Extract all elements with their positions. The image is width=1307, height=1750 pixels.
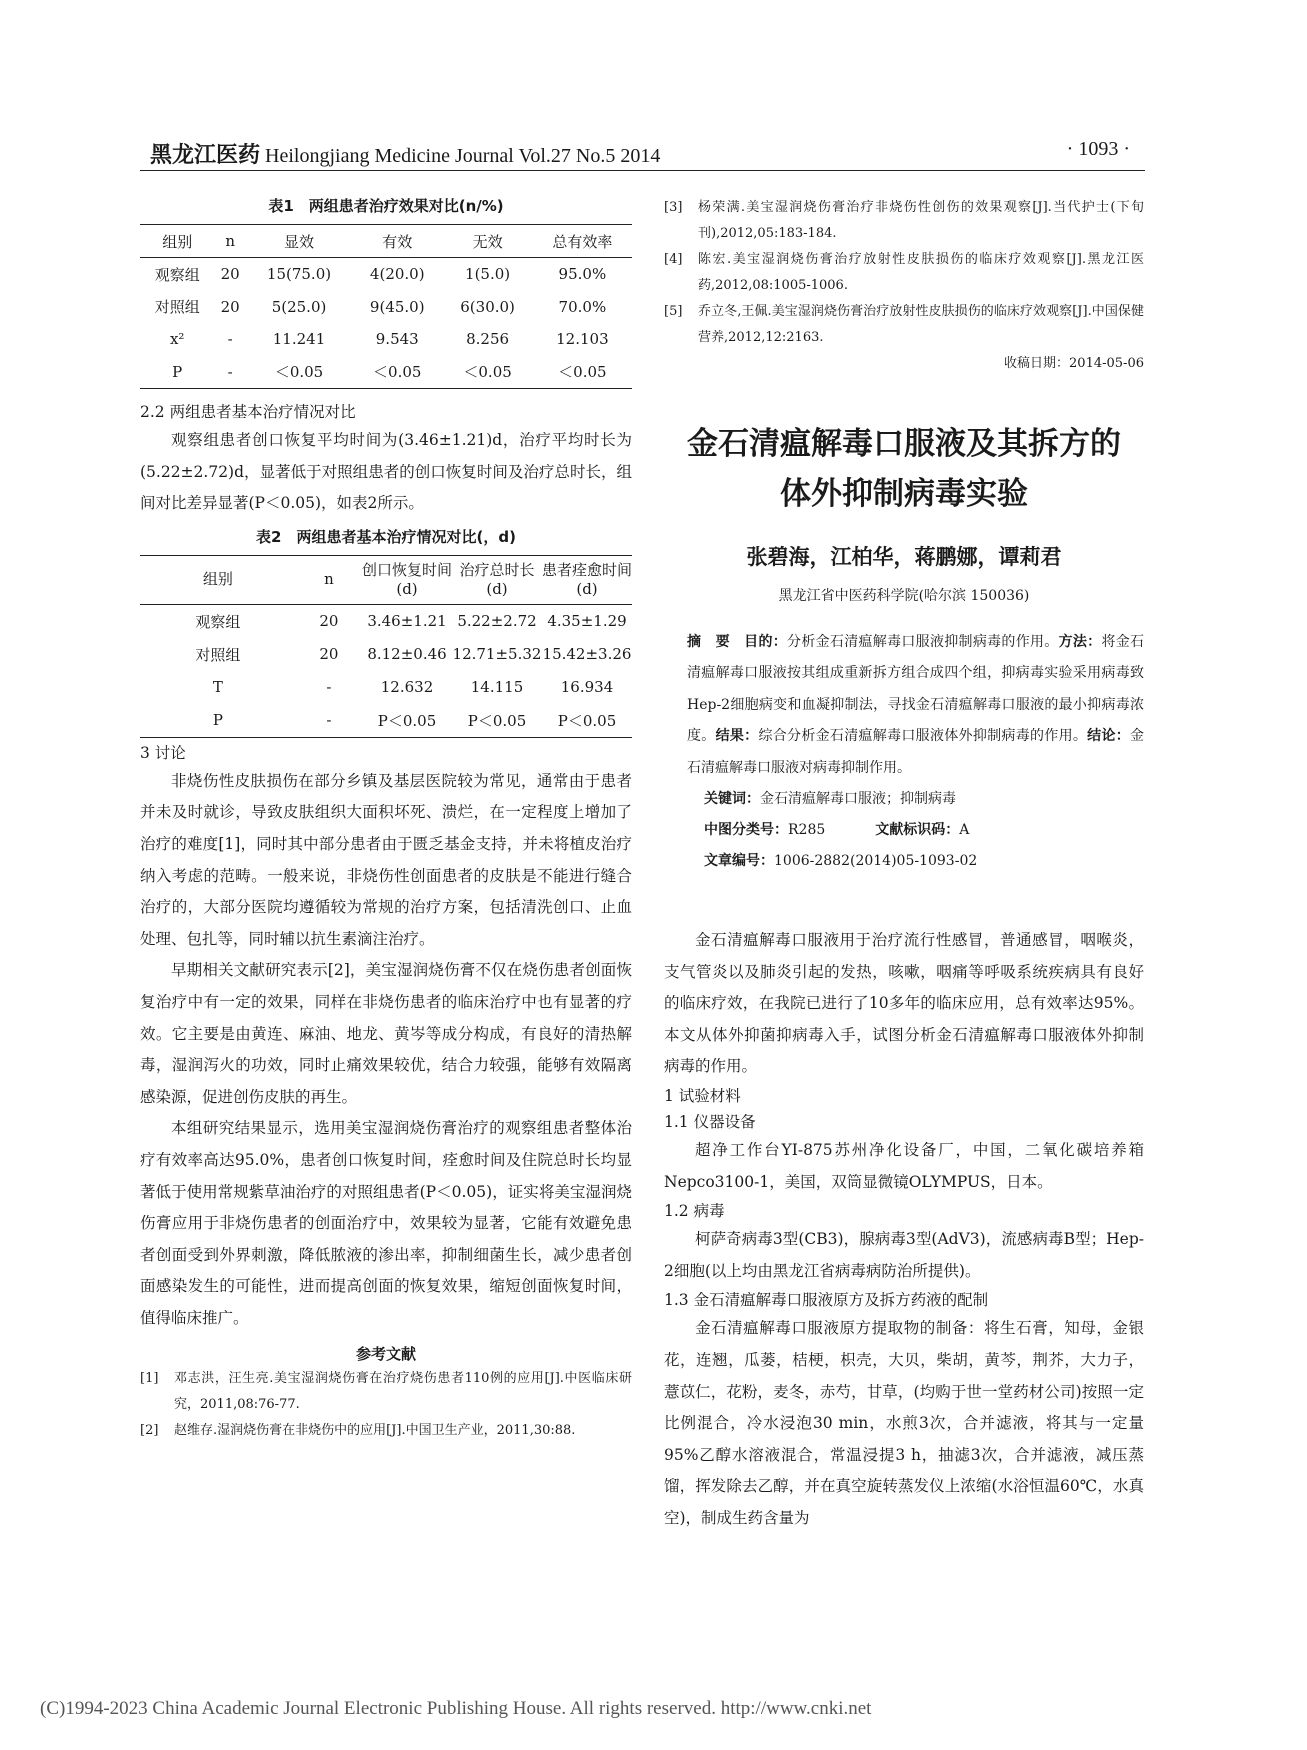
table-cell: 观察组	[154, 265, 200, 284]
right-column	[664, 195, 1144, 1535]
table-cell: 9.543	[375, 330, 419, 349]
result-text: 综合分析金石清瘟解毒口服液体外抑制病毒的作用。	[758, 728, 1088, 745]
table-header-cell: 无效	[472, 232, 503, 251]
table-cell: 对照组	[195, 645, 241, 664]
table2	[140, 555, 632, 738]
table-cell: x²	[169, 330, 185, 349]
article-title	[664, 419, 1144, 519]
table-cell: 1(5.0)	[465, 265, 511, 284]
table-cell: 9(45.0)	[369, 297, 425, 316]
table-cell: ＜0.05	[558, 363, 607, 382]
table-row	[140, 671, 632, 704]
left-column	[140, 195, 632, 1444]
clc-label: 中图分类号：	[704, 822, 788, 839]
reference-item	[140, 1418, 632, 1444]
objective-label: 目的：	[744, 634, 788, 650]
table1	[140, 224, 632, 389]
table-cell: ＜0.05	[463, 363, 512, 382]
reference-number: [2]	[140, 1423, 159, 1439]
table-cell: -	[326, 711, 332, 730]
table-header-cell: 组别	[202, 570, 233, 589]
reference-number: [3]	[664, 200, 683, 215]
section-heading-2-2: 2.2 两组患者基本治疗情况对比	[140, 403, 356, 421]
table-cell: 观察组	[195, 612, 241, 631]
table-cell: P＜0.05	[377, 711, 437, 730]
table-cell: 12.632	[380, 678, 434, 697]
doccode-value: A	[959, 822, 970, 839]
table1-title: 表1 两组患者治疗效果对比(n/%)	[268, 197, 504, 215]
paragraph: 本组研究结果显示，选用美宝湿润烧伤膏治疗的观察组患者整体治疗有效率高达95.0%，患者创口恢复时间，痊愈时间及住院总时长均显著低于使用常规紫草油治疗的对照组患者(P＜0.05)，证实将美宝湿润烧伤膏应用于非烧伤患者的创面治疗中，效果较为显著，它能有效避免患者创面受到外界刺激，降低脓液的渗出率，抑制细菌生长，减少患者创面感染发生的可能性，进而提高创面的恢复效果，缩短创面恢复时间，值得临床推广。	[140, 1119, 632, 1327]
running-header	[150, 138, 1140, 168]
table-cell: 16.934	[560, 678, 614, 697]
reference-text: 陈宏.美宝湿润烧伤膏治疗放射性皮肤损伤的临床疗效观察[J].黑龙江医药,2012,08:1005-1006.	[698, 252, 1144, 293]
abstract	[664, 627, 1144, 784]
table-cell: 6(30.0)	[460, 297, 515, 316]
reference-item	[140, 1366, 632, 1418]
table-header-cell: 患者痊愈时间(d)	[542, 560, 633, 598]
table2-title: 表2 两组患者基本治疗情况对比(，d)	[256, 527, 516, 546]
conclusion-text: 金石清瘟解毒口服液对病毒抑制作用。	[687, 728, 1145, 776]
table-cell: P	[172, 362, 183, 381]
table-header-cell: 组别	[162, 232, 193, 251]
table-header-cell: 治疗总时长(d)	[459, 560, 535, 598]
table-cell: 70.0%	[558, 297, 607, 316]
table-cell: 3.46±1.21	[367, 612, 447, 631]
table-row	[140, 638, 632, 671]
table-cell: -	[227, 362, 233, 381]
table-cell: ＜0.05	[373, 363, 422, 382]
table-header-cell: 有效	[382, 232, 413, 251]
authors: 张碧海，江柏华，蒋鹏娜，谭莉君	[746, 545, 1062, 569]
table-cell: 8.12±0.46	[367, 645, 447, 664]
method-label: 方法：	[1058, 634, 1102, 650]
article-body	[664, 925, 1144, 1535]
table-cell: 20	[319, 612, 339, 631]
table-row	[140, 356, 632, 389]
reference-number: [4]	[664, 252, 683, 267]
conclusion-label: 结论：	[1087, 728, 1131, 745]
keywords-text: 金石清瘟解毒口服液；抑制病毒	[760, 791, 956, 808]
articleno-label: 文章编号：	[704, 853, 774, 870]
reference-number: [5]	[664, 304, 683, 319]
journal-name-en: Heilongjiang Medicine Journal Vol.27 No.5 2014	[265, 145, 661, 167]
table-cell: 4(20.0)	[369, 265, 425, 284]
table-cell: 15.42±3.26	[542, 645, 632, 664]
section-heading-1-2: 1.2 病毒	[664, 1202, 725, 1221]
keywords-line	[664, 784, 1144, 815]
article-title-line: 体外抑制病毒实验	[780, 476, 1028, 512]
classification-line	[664, 815, 1144, 846]
reference-text: 乔立冬,王佩.美宝湿润烧伤膏治疗放射性皮肤损伤的临床疗效观察[J].中国保健营养,2012,12:2163.	[698, 304, 1144, 345]
section-heading-1-1: 1.1 仪器设备	[664, 1113, 756, 1131]
result-label: 结果：	[715, 728, 759, 745]
received-date: 收稿日期：2014-05-06	[1004, 356, 1144, 371]
table-cell: 14.115	[470, 678, 524, 697]
table-row	[140, 704, 632, 738]
reference-text: 赵维存.湿润烧伤膏在非烧伤中的应用[J].中国卫生产业，2011,30:88.	[174, 1423, 576, 1439]
article-title-line: 金石清瘟解毒口服液及其拆方的	[687, 426, 1121, 462]
table-header-cell: n	[225, 232, 236, 250]
paragraph: 非烧伤性皮肤损伤在部分乡镇及基层医院较为常见，通常由于患者并未及时就诊，导致皮肤组织大面积坏死、溃烂，在一定程度上增加了治疗的难度[1]，同时其中部分患者由于匮乏基金支持，并未将植皮治疗纳入考虑的范畴。一般来说，非烧伤性创面患者的皮肤是不能进行缝合治疗的，大部分医院均遵循较为常规的治疗方案，包括清洗创口、止血处理、包扎等，同时辅以抗生素滴注治疗。	[140, 771, 632, 948]
table-header-cell: n	[324, 570, 334, 589]
table-cell: 95.0%	[558, 265, 607, 284]
header-rule	[140, 170, 1145, 171]
reference-text: 杨荣满.美宝湿润烧伤膏治疗非烧伤性创伤的效果观察[J].当代护士(下旬刊),2012,05:183-184.	[698, 200, 1144, 241]
table-cell: -	[326, 678, 332, 697]
table-row	[140, 258, 632, 291]
table-cell: 对照组	[154, 298, 200, 317]
table-cell: P＜0.05	[557, 711, 617, 730]
affiliation: 黑龙江省中医药科学院(哈尔滨 150036)	[778, 588, 1030, 604]
paragraph: 金石清瘟解毒口服液用于治疗流行性感冒，普通感冒，咽喉炎，支气管炎以及肺炎引起的发热，咳嗽，咽痛等呼吸系统疾病具有良好的临床疗效，在我院已进行了10多年的临床应用，总有效率达95%。本文从体外抑菌抑病毒入手，试图分析金石清瘟解毒口服液体外抑制病毒的作用。	[664, 931, 1144, 1076]
table-row	[140, 323, 632, 356]
section-heading-3: 3 讨论	[140, 743, 186, 762]
table-cell: 20	[220, 265, 240, 284]
table-header-cell: 显效	[284, 232, 315, 251]
table-cell: -	[227, 330, 233, 349]
article-number-line	[664, 846, 1144, 877]
abstract-label: 摘 要	[687, 634, 730, 650]
reference-item	[664, 195, 1144, 247]
page-number: · 1093 ·	[1066, 138, 1130, 160]
keywords-label: 关键词：	[704, 791, 760, 808]
objective-text: 分析金石清瘟解毒口服液抑制病毒的作用。	[787, 634, 1059, 650]
table-row	[140, 604, 632, 638]
table-cell: 12.103	[556, 330, 609, 349]
paragraph: 金石清瘟解毒口服液原方提取物的制备：将生石膏，知母，金银花，连翘，瓜蒌，桔梗，枳壳，大贝，柴胡，黄芩，荆芥，大力子，薏苡仁，花粉，麦冬，赤芍，甘草，(均购于世一堂药材公司)按照一定比例混合，冷水浸泡30 min，水煎3次，合并滤液，将其与一定量95%乙醇水溶液混合，常温浸提3 h，抽滤3次，合并滤液，减压蒸馏，挥发除去乙醇，并在真空旋转蒸发仪上浓缩(水浴恒温60℃，水真空)，制成生药含量为	[664, 1319, 1144, 1527]
articleno-value: 1006-2882(2014)05-1093-02	[774, 853, 978, 870]
paragraph: 柯萨奇病毒3型(CB3)，腺病毒3型(AdV3)，流感病毒B型；Hep-2细胞(以上均由黑龙江省病毒病防治所提供)。	[664, 1230, 1144, 1280]
paragraph: 超净工作台YI-875苏州净化设备厂，中国，二氧化碳培养箱Nepco3100-1，美国，双筒显微镜OLYMPUS，日本。	[664, 1141, 1144, 1191]
reference-item	[664, 247, 1144, 299]
table-cell: 20	[220, 297, 240, 316]
table-header-cell: 总有效率	[552, 232, 613, 251]
paragraph: 观察组患者创口恢复平均时间为(3.46±1.21)d，治疗平均时长为(5.22±2.72)d，显著低于对照组患者的创口恢复时间及治疗总时长，组间对比差异显著(P＜0.05)，如表2所示。	[140, 431, 632, 513]
table-cell: 20	[319, 645, 339, 664]
reference-number: [1]	[140, 1371, 159, 1387]
table-cell: 12.71±5.32	[452, 645, 542, 664]
table-cell: 11.241	[272, 330, 326, 349]
table-header-row	[140, 555, 632, 604]
section-heading-1: 1 试验材料	[664, 1087, 741, 1105]
table-cell: 4.35±1.29	[547, 612, 627, 631]
table-cell: T	[212, 678, 223, 697]
table-row	[140, 291, 632, 324]
table-cell: 5.22±2.72	[457, 612, 537, 631]
table-cell: 8.256	[466, 330, 510, 349]
table-cell: 5(25.0)	[271, 297, 327, 316]
table-cell: 15(75.0)	[266, 265, 332, 284]
table-header-row	[140, 225, 632, 258]
table-cell: P＜0.05	[467, 711, 527, 730]
table-header-cell: 创口恢复时间(d)	[362, 560, 453, 598]
doccode-label: 文献标识码：	[875, 822, 960, 839]
copyright-footer: (C)1994-2023 China Academic Journal Electronic Publishing House. All rights reserved. http://www.cnki.net	[40, 1698, 872, 1719]
journal-name-cn: 黑龙江医药	[150, 143, 261, 168]
references-heading: 参考文献	[355, 1345, 416, 1364]
table-cell: ＜0.05	[274, 363, 324, 382]
paragraph: 早期相关文献研究表示[2]，美宝湿润烧伤膏不仅在烧伤患者创面恢复治疗中有一定的效果，同样在非烧伤患者的临床治疗中也有显著的疗效。它主要是由黄连、麻油、地龙、黄岑等成分构成，有良好的清热解毒，湿润泻火的功效，同时止痛效果较优，结合力较强，能够有效隔离感染源，促进创伤皮肤的再生。	[140, 961, 632, 1106]
table-cell: P	[212, 711, 223, 730]
method-text: 将金石清瘟解毒口服液按其组成重新拆方组合成四个组，抑病毒实验采用病毒致Hep-2细胞病变和血凝抑制法，寻找金石清瘟解毒口服液的最小抑病毒浓度。	[687, 634, 1145, 745]
clc-value: R285	[788, 822, 826, 839]
reference-item	[664, 299, 1144, 351]
section-heading-1-3: 1.3 金石清瘟解毒口服液原方及拆方药液的配制	[664, 1291, 989, 1310]
reference-text: 邓志洪，汪生亮.美宝湿润烧伤膏在治疗烧伤患者110例的应用[J].中医临床研究，2011,08:76-77.	[174, 1371, 632, 1413]
